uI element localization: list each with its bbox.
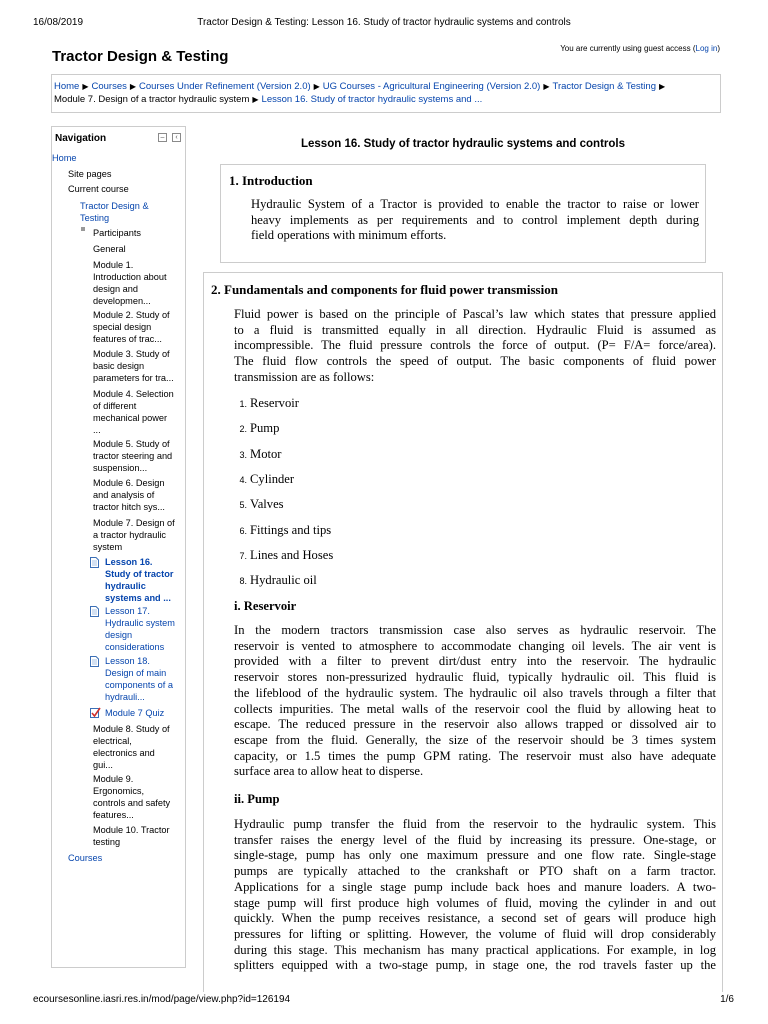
breadcrumb-lesson[interactable]: Lesson 16. Study of tractor hydraulic systems and ... — [261, 94, 483, 105]
page-title: Lesson 16. Study of tractor hydraulic systems and controls — [300, 138, 625, 150]
nav-current-course[interactable]: Current course — [68, 184, 129, 194]
nav-module-10[interactable]: Module 10. Tractor testing — [93, 825, 170, 847]
nav-module-8[interactable]: Module 8. Study of electrical, electronics and gui... — [93, 724, 170, 770]
fundamentals-heading: 2. Fundamentals and components for fluid power transmission — [211, 282, 558, 297]
nav-lesson-16[interactable]: Lesson 16. Study of tractor hydraulic systems and ... — [105, 557, 174, 603]
list-item: 4. Cylinder — [239, 472, 295, 486]
nav-module-7[interactable]: Module 7. Design of a tractor hydraulic system — [93, 518, 175, 552]
breadcrumb-courses[interactable]: Courses — [91, 81, 127, 92]
nav-module-6[interactable]: Module 6. Design and analysis of tractor hitch sys... — [93, 478, 165, 512]
breadcrumb-separator: ▶ — [129, 82, 137, 91]
nav-lesson-17[interactable]: Lesson 17. Hydraulic system design considerations — [105, 606, 175, 652]
reservoir-heading: i. Reservoir — [234, 599, 297, 613]
breadcrumb-courses-under-refinement[interactable]: Courses Under Refinement (Version 2.0) — [139, 81, 311, 92]
nav-lesson-18[interactable]: Lesson 18. Design of main components of a hydrauli... — [105, 656, 173, 702]
login-info: You are currently using guest access (Log in) — [560, 44, 720, 53]
introduction-heading: 1. Introduction — [229, 173, 313, 188]
breadcrumb-course[interactable]: Tractor Design & Testing — [552, 81, 656, 92]
list-item: 2. Pump — [239, 421, 280, 435]
print-header — [0, 17, 768, 31]
bullet-icon — [81, 227, 85, 231]
pump-heading: ii. Pump — [234, 792, 280, 806]
breadcrumb-separator: ▶ — [313, 82, 320, 91]
navigation-title: Navigation — [55, 133, 107, 144]
breadcrumb-separator: ▶ — [659, 82, 666, 91]
nav-participants[interactable]: Participants — [93, 228, 142, 238]
page-icon — [90, 656, 99, 667]
breadcrumb-home[interactable]: Home — [54, 81, 80, 92]
breadcrumb-separator: ▶ — [543, 82, 550, 91]
dock-block-icon[interactable]: – — [158, 133, 167, 142]
page-icon — [90, 606, 99, 617]
print-title: Tractor Design & Testing: Lesson 16. Study of tractor hydraulic systems and controls — [197, 17, 571, 28]
fundamentals-text: Fluid power is based on the principle of Pascal’s law which states that pressure applied to a fluid is transmitted equally in all direction. Hydraulic Fluid is assumed as incompressible. The fluid pressure controls the force of output. (P= F/A= force/area). The fluid flow controls the speed of output. The basic components of fluid power transmission are as follows: — [234, 307, 716, 384]
print-url: ecoursesonline.iasri.res.in/mod/page/view.php?id=126194 — [33, 994, 291, 1005]
login-link[interactable]: Log in — [695, 44, 718, 53]
introduction-text: Hydraulic System of a Tractor is provided to enable the tractor to raise or lower heavy implements as per requirements and to control implement depth during field operations with minimum efforts. — [251, 197, 699, 243]
list-item: 8. Hydraulic oil — [239, 573, 317, 587]
print-date: 16/08/2019 — [33, 17, 84, 28]
nav-site-pages[interactable]: Site pages — [68, 169, 112, 179]
list-item: 6. Fittings and tips — [239, 523, 332, 537]
introduction-section — [220, 164, 706, 263]
fundamentals-section — [203, 272, 723, 992]
nav-courses[interactable]: Courses — [68, 853, 103, 863]
breadcrumb-ug-courses[interactable]: UG Courses - Agricultural Engineering (Version 2.0) — [322, 81, 541, 92]
breadcrumb-separator: ▶ — [252, 95, 259, 104]
nav-module-3[interactable]: Module 3. Study of basic design parameters for tra... — [93, 349, 174, 383]
site-title[interactable]: Tractor Design & Testing — [52, 48, 229, 65]
nav-home[interactable]: Home — [52, 153, 77, 163]
collapse-block-icon[interactable]: ‹ — [172, 133, 181, 142]
page-icon — [90, 557, 99, 568]
nav-module-9[interactable]: Module 9. Ergonomics, controls and safety features... — [93, 774, 171, 820]
breadcrumb-module[interactable]: Module 7. Design of a tractor hydraulic system — [54, 94, 250, 105]
nav-course-tractor-design[interactable]: Tractor Design & Testing — [80, 201, 149, 223]
list-item: 5. Valves — [239, 497, 284, 511]
nav-module-7-quiz[interactable]: Module 7 Quiz — [105, 708, 165, 718]
list-item: 3. Motor — [239, 447, 282, 461]
nav-module-2[interactable]: Module 2. Study of special design features of trac... — [93, 310, 170, 344]
quiz-icon — [90, 707, 101, 718]
nav-module-1[interactable]: Module 1. Introduction about design and developmen... — [93, 260, 167, 306]
nav-general[interactable]: General — [93, 244, 126, 254]
nav-module-5[interactable]: Module 5. Study of tractor steering and suspension... — [93, 439, 173, 473]
list-item: 7. Lines and Hoses — [239, 548, 334, 562]
breadcrumb-separator: ▶ — [82, 82, 89, 91]
pump-text: Hydraulic pump transfer the fluid from the reservoir to the hydraulic system. This transfer raises the energy level of the fluid by increasing its pressure. One-stage, or single-stage, pump has only one maximum pressure and one flow rate. Single-stage pumps are typically attached to the crankshaft or PTO shaft on a farm tractor. Applications for a single stage pump include back hoes and manure loaders. A two- stage pump will first produce high volumes of fluid, moving the cylinder in and out quickly. When the pump receives resistance, a second set of gears will produce high pressures for lifting or splitting. However, the volume of fluid will drop considerably during this stage. This mechanism has many practical applications. For example, in log splitters equipped with a two-stage pump, in stage one, the rod travels faster up the — [234, 817, 716, 973]
breadcrumb — [51, 74, 721, 113]
reservoir-text: In the modern tractors transmission case also serves as hydraulic reservoir. The reservoir is vented to atmosphere to accommodate changing oil levels. The air vent is provided with a filter to prevent dirt/dust entry into the reservoir. The hydraulic reservoir stores non-pressurized hydraulic fluid, typically hydraulic oil. This fluid is the lifeblood of the hydraulic system. The hydraulic oil also travels through a filter that collects impurities. The metal walls of the reservoir cool the fluid by allowing heat to escape. The reduced pressure in the reservoir also allows trapped or dissolved air to escape from the fluid. Generally, the size of the reservoir should be 3 times system capacity, or 1.5 times the pump GPM rating. The reservoir must also have adequate surface area to allow heat to disperse. — [234, 623, 716, 779]
print-page-number: 1/6 — [720, 994, 734, 1005]
nav-module-4[interactable]: Module 4. Selection of different mechanical power ... — [93, 389, 174, 435]
list-item: 1. Reservoir — [239, 396, 299, 410]
navigation-block — [51, 126, 186, 968]
